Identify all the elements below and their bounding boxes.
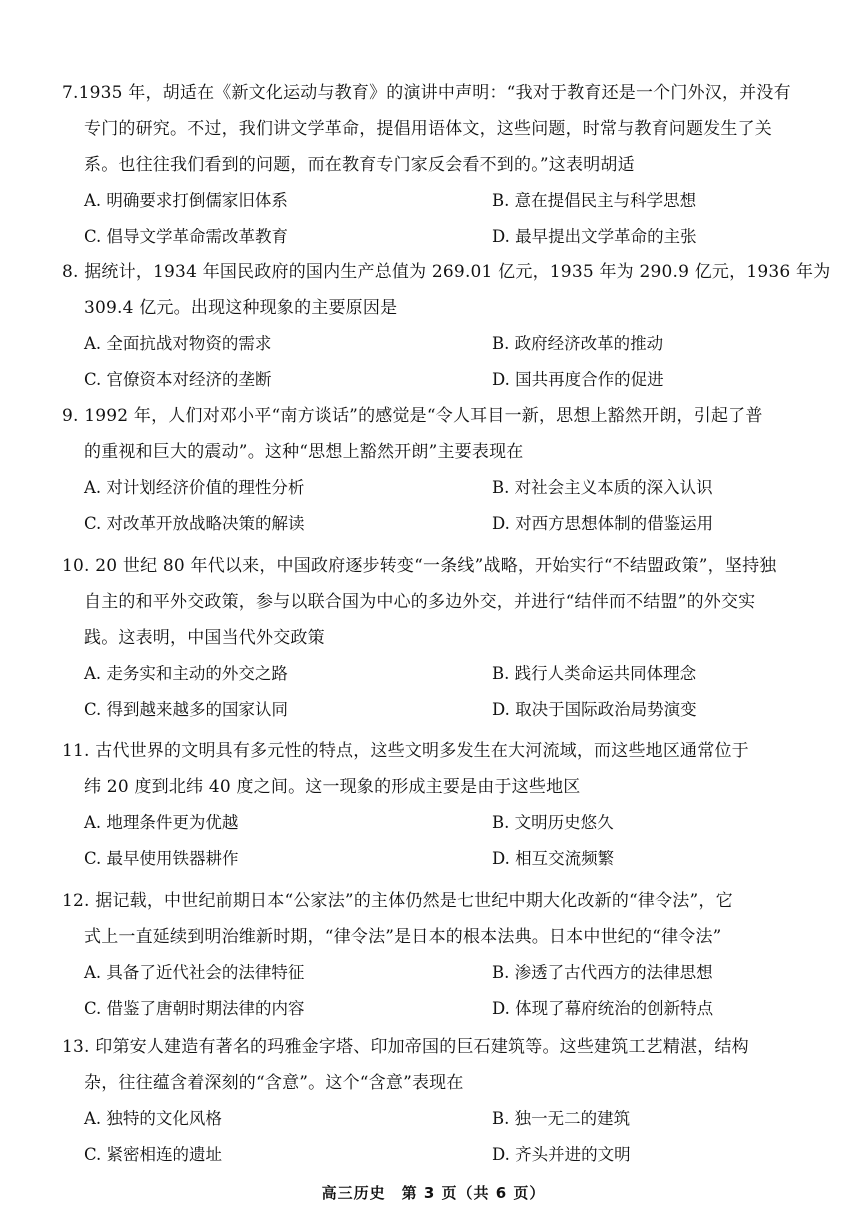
option-c: C. 借鉴了唐朝时期法律的内容 <box>84 999 305 1018</box>
option-d: D. 对西方思想体制的借鉴运用 <box>492 514 714 533</box>
question-stem-line: 12. 据记载，中世纪前期日本“公家法”的主体仍然是七世纪中期大化改新的“律令法”，它 <box>62 891 733 911</box>
question-stem-line: 杂，往往蕴含着深刻的“含意”。这个“含意”表现在 <box>84 1073 464 1093</box>
options-group <box>62 656 867 728</box>
option-d: D. 国共再度合作的促进 <box>492 370 664 389</box>
question-stem-line: 10. 20 世纪 80 年代以来，中国政府逐步转变“一条线”战略，开始实行“不结盟政策”，坚持独 <box>62 556 777 576</box>
option-b: B. 渗透了古代西方的法律思想 <box>492 963 713 982</box>
option-b: B. 文明历史悠久 <box>492 813 614 832</box>
page-footer: 高三历史 第 3 页（共 6 页） <box>321 1184 546 1202</box>
question-stem-line: 9. 1992 年，人们对邓小平“南方谈话”的感觉是“令人耳目一新，思想上豁然开朗，引起了普 <box>62 406 763 426</box>
question-stem-line: 式上一直延续到明治维新时期，“律令法”是日本的根本法典。日本中世纪的“律令法” <box>84 927 722 947</box>
options-group <box>62 183 867 255</box>
options-group <box>62 1101 867 1173</box>
question-stem-line: 309.4 亿元。出现这种现象的主要原因是 <box>84 298 398 318</box>
option-b: B. 政府经济改革的推动 <box>492 334 664 353</box>
question-stem-line: 8. 据统计，1934 年国民政府的国内生产总值为 269.01 亿元，1935 年为 290.9 亿元，1936 年为 <box>62 262 831 282</box>
option-a: A. 明确要求打倒儒家旧体系 <box>84 191 288 210</box>
option-b: B. 对社会主义本质的深入认识 <box>492 478 713 497</box>
option-b: B. 意在提倡民主与科学思想 <box>492 191 697 210</box>
option-a: A. 具备了近代社会的法律特征 <box>84 963 305 982</box>
question-8 <box>62 254 867 398</box>
option-b: B. 践行人类命运共同体理念 <box>492 664 697 683</box>
question-stem-line: 的重视和巨大的震动”。这种“思想上豁然开朗”主要表现在 <box>84 442 524 462</box>
question-9 <box>62 398 867 542</box>
option-a: A. 走务实和主动的外交之路 <box>84 664 288 683</box>
question-stem-line: 11. 古代世界的文明具有多元性的特点，这些文明多发生在大河流域，而这些地区通常位于 <box>62 741 749 761</box>
question-stem-line: 系。也往往我们看到的问题，而在教育专门家反会看不到的。”这表明胡适 <box>84 155 635 175</box>
question-12 <box>62 883 867 1027</box>
options-group <box>62 955 867 1027</box>
option-a: A. 地理条件更为优越 <box>84 813 239 832</box>
option-c: C. 对改革开放战略决策的解读 <box>84 514 305 533</box>
question-stem-line: 13. 印第安人建造有著名的玛雅金字塔、印加帝国的巨石建筑等。这些建筑工艺精湛，结构 <box>62 1037 749 1057</box>
option-c: C. 倡导文学革命需改革教育 <box>84 227 289 246</box>
options-group <box>62 805 867 877</box>
question-10 <box>62 548 867 728</box>
question-13 <box>62 1029 867 1173</box>
option-c: C. 官僚资本对经济的垄断 <box>84 370 272 389</box>
option-d: D. 相互交流频繁 <box>492 849 615 868</box>
question-stem-line: 专门的研究。不过，我们讲文学革命，提倡用语体文，这些问题，时常与教育问题发生了关 <box>84 119 772 139</box>
option-a: A. 对计划经济价值的理性分析 <box>84 478 305 497</box>
option-b: B. 独一无二的建筑 <box>492 1109 631 1128</box>
question-stem-line: 践。这表明，中国当代外交政策 <box>84 628 325 648</box>
option-d: D. 体现了幕府统治的创新特点 <box>492 999 714 1018</box>
option-c: C. 紧密相连的遗址 <box>84 1145 223 1164</box>
option-d: D. 取决于国际政治局势演变 <box>492 700 697 719</box>
option-a: A. 全面抗战对物资的需求 <box>84 334 272 353</box>
options-group <box>62 470 867 542</box>
option-c: C. 最早使用铁器耕作 <box>84 849 239 868</box>
question-stem-line: 自主的和平外交政策，参与以联合国为中心的多边外交，并进行“结伴而不结盟”的外交实 <box>84 592 756 612</box>
option-a: A. 独特的文化风格 <box>84 1109 222 1128</box>
option-c: C. 得到越来越多的国家认同 <box>84 700 289 719</box>
option-d: D. 齐头并进的文明 <box>492 1145 631 1164</box>
question-stem-line: 纬 20 度到北纬 40 度之间。这一现象的形成主要是由于这些地区 <box>84 777 581 797</box>
question-7 <box>62 75 867 255</box>
question-stem-line: 7.1935 年，胡适在《新文化运动与教育》的演讲中声明：“我对于教育还是一个门外汉，并没有 <box>62 83 791 103</box>
option-d: D. 最早提出文学革命的主张 <box>492 227 697 246</box>
question-11 <box>62 733 867 877</box>
options-group <box>62 326 867 398</box>
